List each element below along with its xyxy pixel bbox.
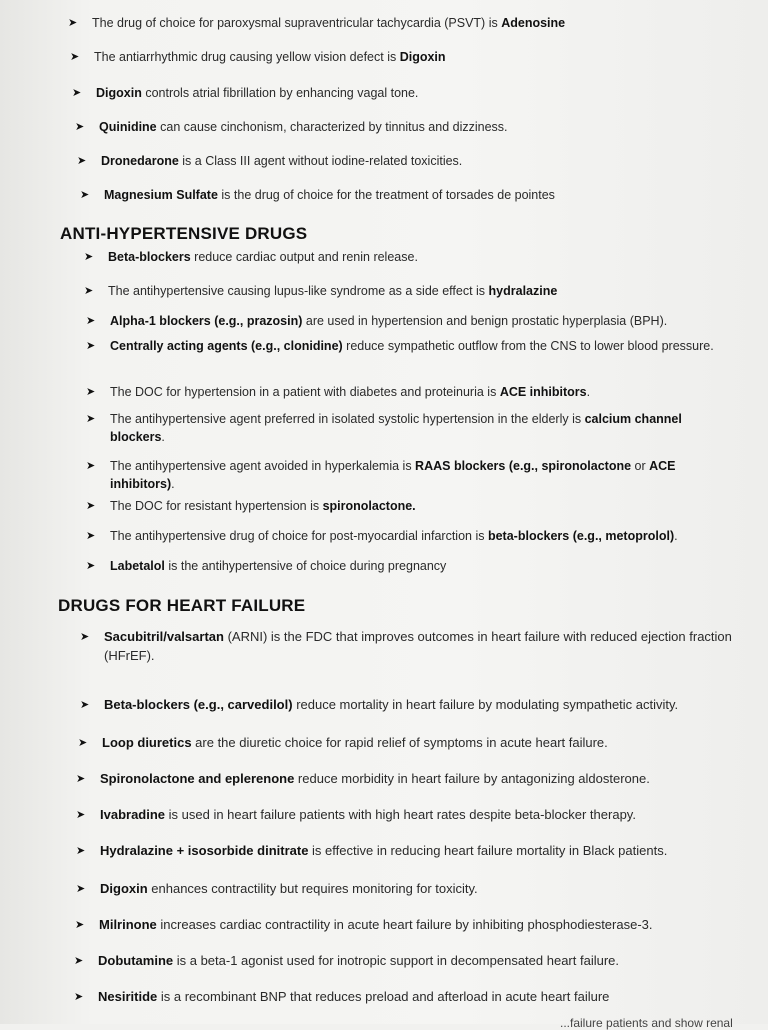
bullet-item xyxy=(86,383,736,401)
plain-text: The antihypertensive agent preferred in isolated systolic hypertension in the elderly is xyxy=(110,412,585,426)
bold-term: Digoxin xyxy=(399,50,446,64)
bullet-item xyxy=(80,696,740,715)
plain-text: reduce morbidity in heart failure by antagonizing aldosterone. xyxy=(294,771,650,786)
plain-text: increases cardiac contractility in acute heart failure by inhibiting phosphodiesterase-3. xyxy=(156,917,653,932)
bold-term: calcium channel blockers xyxy=(110,412,682,445)
bullet-text xyxy=(104,186,740,204)
bold-term: Dronedarone xyxy=(101,154,179,168)
bullet-item xyxy=(86,312,736,330)
arrow-bullet-icon: ➤ xyxy=(74,955,84,967)
plain-text: reduce cardiac output and renin release. xyxy=(190,250,418,264)
bullet-item xyxy=(68,14,748,32)
bold-term: Quinidine xyxy=(99,120,157,134)
bullet-item xyxy=(72,84,732,102)
plain-text: (ARNI) is the FDC that improves outcomes in heart failure with reduced ejection fraction (HFrEF). xyxy=(104,629,732,663)
bullet-item xyxy=(76,770,736,789)
arrow-bullet-icon: ➤ xyxy=(76,845,86,857)
bullet-text xyxy=(100,770,736,789)
bold-term: Beta-blockers (e.g., carvedilol) xyxy=(104,697,293,712)
bold-term: ACE inhibitors) xyxy=(110,459,676,492)
bullet-item xyxy=(76,806,736,825)
plain-text: . xyxy=(674,529,678,543)
bullet-text xyxy=(110,497,736,515)
arrow-bullet-icon: ➤ xyxy=(75,121,85,133)
plain-text: is effective in reducing heart failure mortality in Black patients. xyxy=(308,843,668,858)
plain-text: are used in hypertension and benign prostatic hyperplasia (BPH). xyxy=(302,314,668,328)
arrow-bullet-icon: ➤ xyxy=(86,500,96,512)
arrow-bullet-icon: ➤ xyxy=(80,631,90,643)
bold-term: Magnesium Sulfate xyxy=(104,188,218,202)
bold-term: ACE inhibitors xyxy=(499,385,587,399)
arrow-bullet-icon: ➤ xyxy=(86,560,96,572)
bullet-item xyxy=(75,916,735,935)
plain-text: is a Class III agent without iodine-related toxicities. xyxy=(178,154,463,168)
arrow-bullet-icon: ➤ xyxy=(84,285,94,297)
bullet-text xyxy=(104,628,740,666)
bullet-text xyxy=(108,248,734,266)
bullet-item xyxy=(84,282,734,300)
bullet-text xyxy=(110,337,736,355)
plain-text: The drug of choice for paroxysmal supraventricular tachycardia (PSVT) is xyxy=(92,16,502,30)
bold-term: Loop diuretics xyxy=(102,735,192,750)
bullet-item xyxy=(80,628,740,666)
bullet-item xyxy=(77,152,737,170)
bullet-item xyxy=(74,988,734,1007)
plain-text: is a beta-1 agonist used for inotropic support in decompensated heart failure. xyxy=(173,953,620,968)
plain-text: is a recombinant BNP that reduces preload and afterload in acute heart failure xyxy=(157,989,610,1004)
bullet-text xyxy=(98,988,734,1007)
bullet-text xyxy=(96,84,732,102)
bullet-text xyxy=(110,557,736,575)
bullet-text xyxy=(100,806,736,825)
cutoff-text: ...failure patients and show renal xyxy=(560,1016,733,1030)
arrow-bullet-icon: ➤ xyxy=(80,699,90,711)
arrow-bullet-icon: ➤ xyxy=(76,773,86,785)
plain-text: . xyxy=(161,430,165,445)
bold-term: Centrally acting agents (e.g., clonidine) xyxy=(110,339,343,353)
bullet-text xyxy=(99,118,735,136)
arrow-bullet-icon: ➤ xyxy=(78,737,88,749)
bullet-item xyxy=(86,497,736,515)
bullet-text xyxy=(100,842,736,861)
plain-text: is the drug of choice for the treatment of torsades de pointes xyxy=(217,188,555,202)
arrow-bullet-icon: ➤ xyxy=(74,991,84,1003)
bold-term: Beta-blockers xyxy=(108,250,191,264)
plain-text: reduce sympathetic outflow from the CNS to lower blood pressure. xyxy=(342,339,714,353)
bold-term: Sacubitril/valsartan xyxy=(104,629,224,644)
bullet-text xyxy=(110,527,736,545)
bullet-item xyxy=(86,527,736,545)
bullet-item xyxy=(70,48,740,66)
bold-term: Nesiritide xyxy=(98,989,158,1004)
plain-text: can cause cinchonism, characterized by tinnitus and dizziness. xyxy=(156,120,508,134)
arrow-bullet-icon: ➤ xyxy=(76,809,86,821)
arrow-bullet-icon: ➤ xyxy=(86,386,96,398)
bullet-item xyxy=(84,248,734,266)
bold-term: Labetalol xyxy=(110,559,165,573)
bullet-text xyxy=(92,14,748,32)
bold-term: Ivabradine xyxy=(100,807,166,822)
bullet-text xyxy=(110,410,736,446)
plain-text: . xyxy=(586,385,591,399)
bullet-text xyxy=(99,916,735,935)
heart-failure-heading: DRUGS FOR HEART FAILURE xyxy=(58,596,306,615)
arrow-bullet-icon: ➤ xyxy=(68,17,78,29)
bold-term: Spironolactone and eplerenone xyxy=(100,771,295,786)
arrow-bullet-icon: ➤ xyxy=(86,460,96,472)
plain-text: controls atrial fibrillation by enhancing vagal tone. xyxy=(141,86,419,100)
arrow-bullet-icon: ➤ xyxy=(70,51,80,63)
plain-text: The DOC for hypertension in a patient with diabetes and proteinuria is xyxy=(110,385,500,399)
plain-text: are the diuretic choice for rapid relief of symptoms in acute heart failure. xyxy=(191,735,608,750)
bullet-item xyxy=(75,118,735,136)
bullet-text xyxy=(108,282,734,300)
bold-term: Milrinone xyxy=(99,917,157,932)
plain-text: The antiarrhythmic drug causing yellow vision defect is xyxy=(94,50,400,64)
plain-text: . xyxy=(171,477,175,492)
arrow-bullet-icon: ➤ xyxy=(72,87,82,99)
bullet-item xyxy=(74,952,734,971)
plain-text: The antihypertensive agent avoided in hyperkalemia is xyxy=(110,459,416,473)
arrow-bullet-icon: ➤ xyxy=(86,340,96,352)
bullet-item xyxy=(86,557,736,575)
anti-hypertensive-heading: ANTI-HYPERTENSIVE DRUGS xyxy=(60,224,308,243)
bold-term: RAAS blockers (e.g., spironolactone xyxy=(415,459,632,473)
bullet-text xyxy=(98,952,734,971)
plain-text: The antihypertensive drug of choice for post-myocardial infarction is xyxy=(110,529,488,543)
arrow-bullet-icon: ➤ xyxy=(86,413,96,425)
bold-term: Hydralazine + isosorbide dinitrate xyxy=(100,843,309,858)
bullet-item xyxy=(76,880,736,899)
bold-term: Digoxin xyxy=(100,881,148,896)
bullet-text xyxy=(110,383,736,401)
bullet-item xyxy=(80,186,740,204)
arrow-bullet-icon: ➤ xyxy=(75,919,85,931)
bold-term: hydralazine xyxy=(488,284,558,298)
bullet-item xyxy=(76,842,736,861)
bullet-text xyxy=(101,152,737,170)
arrow-bullet-icon: ➤ xyxy=(80,189,90,201)
bold-term: Digoxin xyxy=(96,86,142,100)
arrow-bullet-icon: ➤ xyxy=(84,251,94,263)
bullet-text xyxy=(110,312,736,330)
bullet-item xyxy=(86,337,736,355)
bullet-text xyxy=(94,48,740,66)
bullet-item xyxy=(86,457,736,493)
plain-text: The DOC for resistant hypertension is xyxy=(110,499,323,513)
bold-term: spironolactone. xyxy=(322,499,416,513)
bullet-text xyxy=(110,457,736,493)
bold-term: Dobutamine xyxy=(98,953,174,968)
plain-text: enhances contractility but requires monitoring for toxicity. xyxy=(147,881,478,896)
plain-text: or xyxy=(631,459,650,473)
bold-term: Alpha-1 blockers (e.g., prazosin) xyxy=(110,314,303,328)
bullet-item xyxy=(86,410,736,446)
arrow-bullet-icon: ➤ xyxy=(86,315,96,327)
plain-text: is used in heart failure patients with high heart rates despite beta-blocker therapy. xyxy=(165,807,636,822)
plain-text: is the antihypertensive of choice during pregnancy xyxy=(164,559,447,573)
arrow-bullet-icon: ➤ xyxy=(86,530,96,542)
plain-text: reduce mortality in heart failure by modulating sympathetic activity. xyxy=(292,697,679,712)
bold-term: Adenosine xyxy=(501,16,566,30)
arrow-bullet-icon: ➤ xyxy=(76,883,86,895)
arrow-bullet-icon: ➤ xyxy=(77,155,87,167)
bold-term: beta-blockers (e.g., metoprolol) xyxy=(487,529,675,543)
plain-text: The antihypertensive causing lupus-like syndrome as a side effect is xyxy=(108,284,489,298)
bullet-item xyxy=(78,734,738,753)
bullet-text xyxy=(102,734,738,753)
bullet-text xyxy=(100,880,736,899)
bullet-text xyxy=(104,696,740,715)
